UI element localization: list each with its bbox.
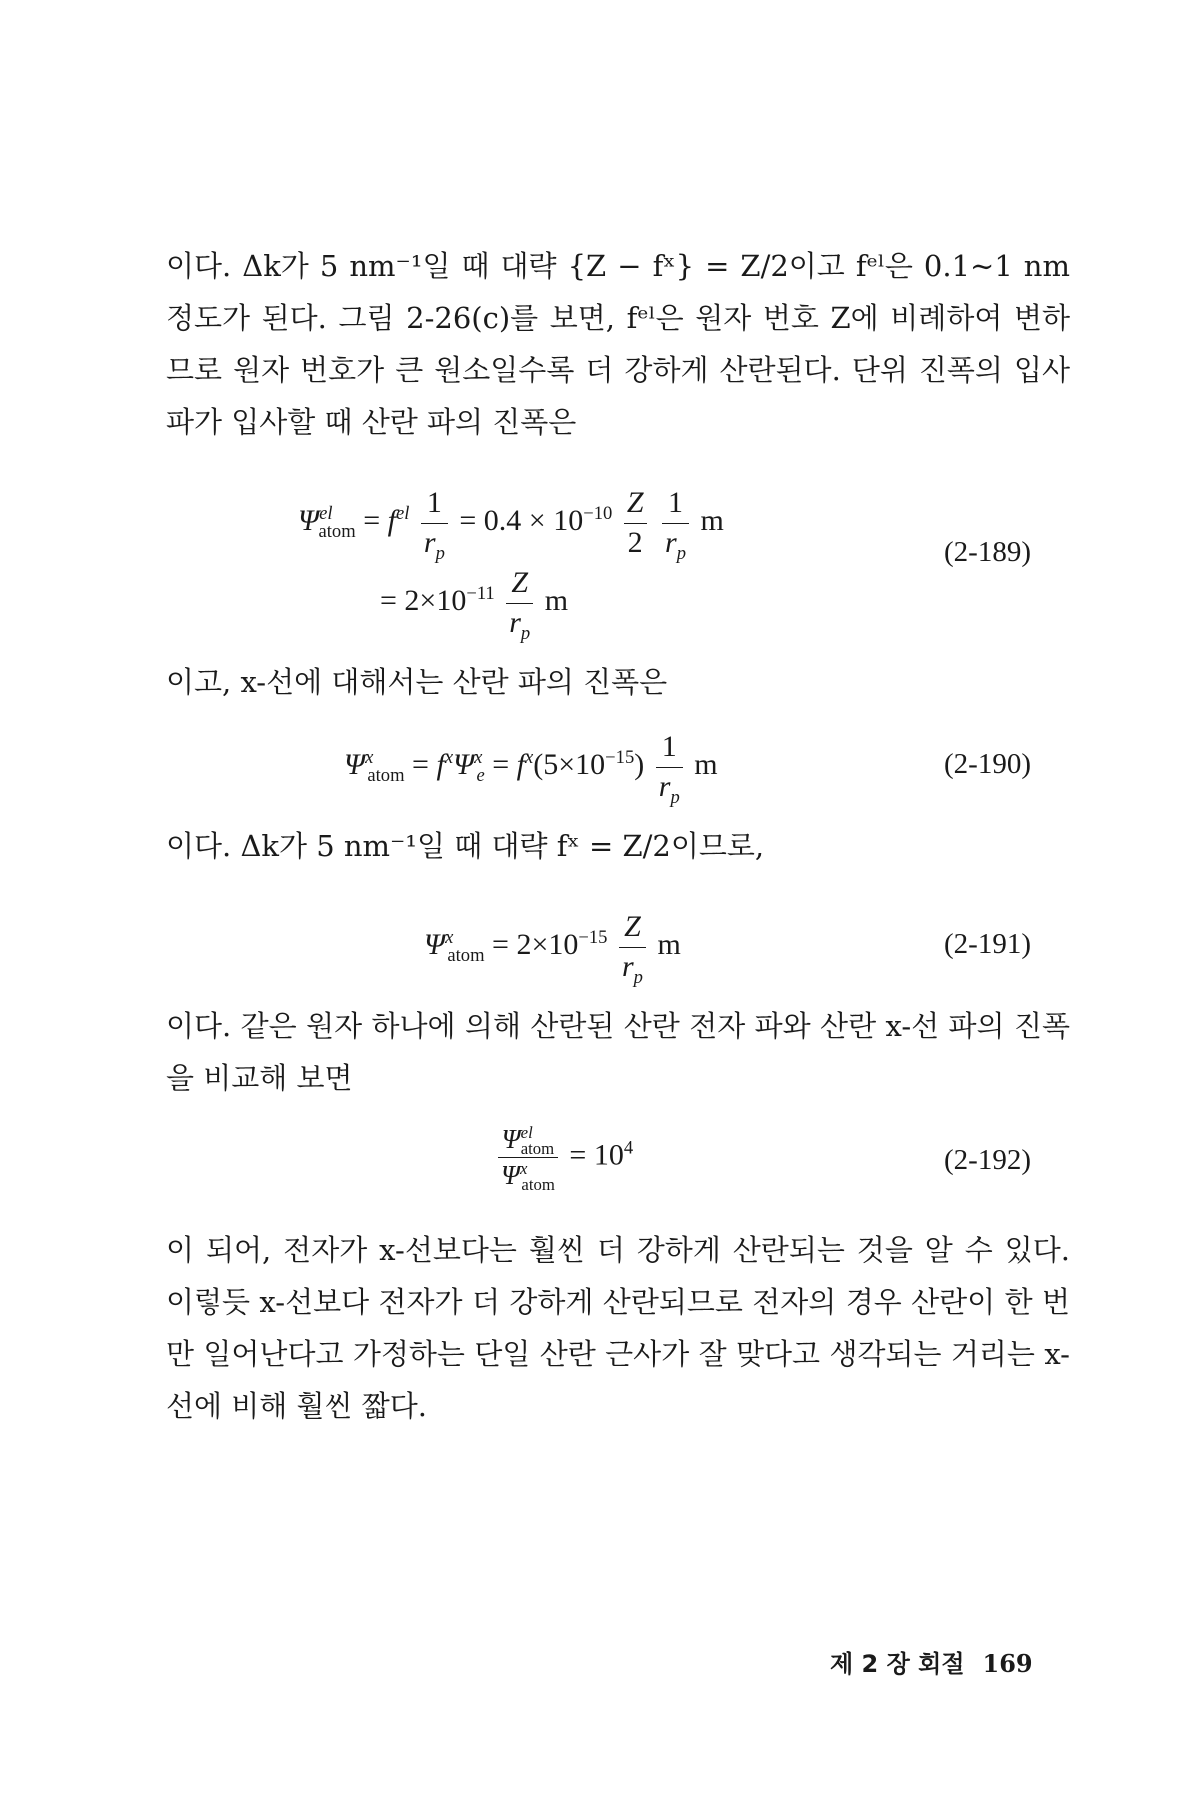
paragraph-5: 이 되어, 전자가 x-선보다는 훨씬 더 강하게 산란되는 것을 알 수 있다. 이렇듯 x-선보다 전자가 더 강하게 산란되므로 전자의 경우 산란이 한 번만 일어난다고 가정하는 단일 산란 근사가 잘 맞다고 생각되는 거리는 x-선에 비해 훨씬 짧다. bbox=[166, 1233, 1070, 1423]
eq191-unit: m bbox=[657, 927, 681, 961]
equation-2-189-line-2: = $2\times 10^{-11}$ $\frac{Z}{r_p}$ m bbox=[380, 566, 569, 644]
eq189-coef1: 0.4 × 10 bbox=[483, 503, 584, 537]
paragraph-2: 이고, x-선에 대해서는 산란 파의 진폭은 bbox=[166, 665, 668, 699]
eq192-exp: 4 bbox=[623, 1137, 634, 1159]
eq189-exp2: −11 bbox=[466, 582, 495, 604]
eq189-unit-2: m bbox=[544, 583, 569, 617]
eq192-rhs: 10 bbox=[593, 1138, 624, 1172]
equation-2-192: $\frac{\Psi^{el}_{atom}}{\Psi^x_{atom}}$ = $10^4$ bbox=[494, 1124, 633, 1191]
equation-2-190: $\Psi^x_{atom} = f^x\Psi^x_e = f^x(5\times 10^{-15})$ $\frac{1}{r_p}$ m bbox=[344, 730, 718, 808]
equation-2-191: $\Psi^x_{atom} = 2\times 10^{-15}$ $\frac{Z}{r_p}$ m bbox=[424, 910, 681, 988]
eq190-exp: −15 bbox=[605, 746, 635, 768]
page-footer bbox=[830, 1644, 1033, 1679]
eq190-inner: (5×10 bbox=[533, 747, 606, 781]
equation-number-2-190: (2-190) bbox=[944, 748, 1031, 780]
eq191-exp: −15 bbox=[578, 926, 608, 948]
equation-2-189-line-1: $\Psi^{el}_{atom} = f^{el}$ $\frac{1}{r_p}$ = $0.4 \times 10^{-10}$ $\frac{Z}{2}$ $\frac{1}{r_p}$ m bbox=[298, 486, 724, 564]
eq191-coef: 2×10 bbox=[516, 927, 579, 961]
eq189-coef2: 2×10 bbox=[404, 583, 467, 617]
eq189-exp1: −10 bbox=[583, 502, 613, 524]
equation-number-2-189: (2-189) bbox=[944, 536, 1031, 568]
page-number: 169 bbox=[982, 1649, 1033, 1678]
eq190-unit: m bbox=[694, 747, 718, 781]
equation-number-2-192: (2-192) bbox=[944, 1144, 1031, 1176]
eq189-unit-1: m bbox=[700, 503, 724, 537]
paragraph-4: 이다. 같은 원자 하나에 의해 산란된 산란 전자 파와 산란 x-선 파의 진폭을 비교해 보면 bbox=[166, 1009, 1070, 1095]
paragraph-3: 이다. Δk가 5 nm⁻¹일 때 대략 fˣ = Z/2이므로, bbox=[166, 829, 765, 863]
chapter-title: 제 2 장 회절 bbox=[830, 1650, 965, 1678]
equation-number-2-191: (2-191) bbox=[944, 928, 1031, 960]
paragraph-1: 이다. Δk가 5 nm⁻¹일 때 대략 {Z − fˣ} = Z/2이고 fᵉˡ은 0.1∼1 nm정도가 된다. 그림 2-26(c)를 보면, fᵉˡ은 원자 번호 Z에 비례하여 변하므로 원자 번호가 큰 원소일수록 더 강하게 산란된다. 단위 진폭의 입사 파가 입사할 때 산란 파의 진폭은 bbox=[166, 249, 1070, 439]
